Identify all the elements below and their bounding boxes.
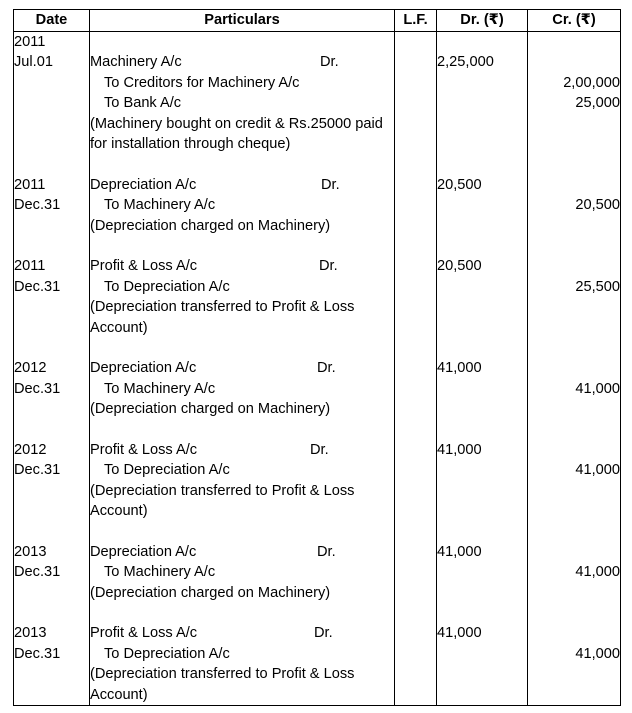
entry-particulars <box>90 358 395 419</box>
entry-debit-amount <box>437 32 528 155</box>
debit-account: Profit & Loss A/c <box>90 625 198 642</box>
entry-credit-amount <box>528 175 621 236</box>
entry-lf <box>395 623 437 705</box>
credit-amount: 20,500 <box>575 197 620 214</box>
credit-account-line: To Creditors for Machinery A/c <box>104 74 300 91</box>
entry-year: 2011 <box>14 258 46 275</box>
entry-particulars <box>90 175 395 236</box>
credit-account-line: To Machinery A/c <box>104 564 216 581</box>
credit-account-line: To Machinery A/c <box>104 380 216 397</box>
entry-debit-amount <box>437 440 528 522</box>
entry-date <box>14 440 90 522</box>
date-header: Date <box>14 10 90 32</box>
debit-account-line <box>90 52 394 72</box>
entry-year: 2013 <box>14 625 47 642</box>
entry-credit-amount <box>528 542 621 603</box>
dr-tag: Dr. <box>314 625 333 642</box>
credit-account-line: To Machinery A/c <box>104 197 216 214</box>
entry-credit-amount <box>528 358 621 419</box>
credit-account-line: To Depreciation A/c <box>104 462 230 479</box>
journal-entry-row <box>14 440 621 522</box>
entry-lf <box>395 542 437 603</box>
debit-amount: 20,500 <box>437 176 482 193</box>
debit-account-line <box>90 542 394 562</box>
debit-account-line <box>90 440 394 460</box>
entry-particulars <box>90 256 395 338</box>
debit-account-line <box>90 256 394 276</box>
entry-lf <box>395 440 437 522</box>
entry-spacer-row <box>14 154 621 174</box>
entry-day: Dec.31 <box>14 645 61 662</box>
credit-amount: 25,000 <box>575 95 620 112</box>
entry-year: 2011 <box>14 176 46 193</box>
entry-lf <box>395 32 437 155</box>
particulars-header: Particulars <box>90 10 395 32</box>
credit-account-line: To Bank A/c <box>104 95 182 112</box>
entry-debit-amount <box>437 175 528 236</box>
narration: (Depreciation transferred to Profit & Loss Account) <box>90 299 355 336</box>
entry-credit-amount <box>528 32 621 155</box>
entry-day: Dec.31 <box>14 278 61 295</box>
entry-year: 2011 <box>14 34 46 50</box>
entry-date <box>14 623 90 705</box>
debit-header: Dr. (₹) <box>437 10 528 32</box>
credit-amount: 41,000 <box>575 380 620 397</box>
narration: (Depreciation charged on Machinery) <box>90 217 331 234</box>
credit-account-line: To Depreciation A/c <box>104 645 230 662</box>
debit-account: Depreciation A/c <box>90 543 197 560</box>
dr-tag: Dr. <box>319 258 338 275</box>
debit-account: Profit & Loss A/c <box>90 258 198 275</box>
journal-body <box>14 32 621 706</box>
entry-credit-amount <box>528 256 621 338</box>
debit-amount: 41,000 <box>437 543 482 560</box>
journal-table <box>13 9 621 706</box>
entry-lf <box>395 175 437 236</box>
entry-particulars <box>90 542 395 603</box>
entry-spacer-row <box>14 522 621 542</box>
dr-tag: Dr. <box>321 176 340 193</box>
entry-day: Dec.31 <box>14 564 61 581</box>
credit-account-line: To Depreciation A/c <box>104 278 230 295</box>
credit-header: Cr. (₹) <box>528 10 621 32</box>
credit-amount: 41,000 <box>575 645 620 662</box>
entry-date <box>14 542 90 603</box>
entry-date <box>14 256 90 338</box>
narration: (Depreciation transferred to Profit & Loss Account) <box>90 666 355 703</box>
entry-debit-amount <box>437 542 528 603</box>
entry-credit-amount <box>528 440 621 522</box>
debit-amount: 20,500 <box>437 258 482 275</box>
entry-day: Dec.31 <box>14 462 61 479</box>
journal-entry-row <box>14 358 621 419</box>
dr-tag: Dr. <box>320 54 339 71</box>
entry-particulars <box>90 623 395 705</box>
journal-entry-row <box>14 542 621 603</box>
lf-header: L.F. <box>395 10 437 32</box>
entry-date <box>14 358 90 419</box>
debit-amount: 41,000 <box>437 625 482 642</box>
entry-date <box>14 32 90 155</box>
entry-year: 2012 <box>14 360 47 377</box>
debit-account: Profit & Loss A/c <box>90 441 198 458</box>
dr-tag: Dr. <box>317 543 336 560</box>
entry-spacer-row <box>14 338 621 358</box>
entry-particulars <box>90 32 395 155</box>
entry-spacer-row <box>14 236 621 256</box>
debit-account-line <box>90 175 394 195</box>
entry-spacer-row <box>14 420 621 440</box>
entry-debit-amount <box>437 256 528 338</box>
journal-entry-row <box>14 32 621 155</box>
entry-day: Jul.01 <box>14 54 53 71</box>
entry-lf <box>395 358 437 419</box>
header-row <box>14 10 621 32</box>
entry-particulars <box>90 440 395 522</box>
entry-day: Dec.31 <box>14 197 61 214</box>
narration: (Depreciation charged on Machinery) <box>90 584 331 601</box>
entry-debit-amount <box>437 358 528 419</box>
entry-spacer-row <box>14 603 621 623</box>
credit-amount: 41,000 <box>575 462 620 479</box>
entry-year: 2013 <box>14 543 47 560</box>
journal-entry-row <box>14 623 621 705</box>
debit-account: Machinery A/c <box>90 54 182 71</box>
dr-tag: Dr. <box>310 441 329 458</box>
debit-account-line <box>90 358 394 378</box>
debit-amount: 41,000 <box>437 360 482 377</box>
narration: (Machinery bought on credit & Rs.25000 paid for installation through cheque) <box>90 115 383 152</box>
journal-entry-row <box>14 175 621 236</box>
credit-amount: 41,000 <box>575 564 620 581</box>
entry-day: Dec.31 <box>14 380 61 397</box>
entry-date <box>14 175 90 236</box>
debit-account: Depreciation A/c <box>90 360 197 377</box>
entry-credit-amount <box>528 623 621 705</box>
entry-year: 2012 <box>14 441 47 458</box>
narration: (Depreciation charged on Machinery) <box>90 401 331 418</box>
entry-debit-amount <box>437 623 528 705</box>
dr-tag: Dr. <box>317 360 336 377</box>
debit-amount: 2,25,000 <box>437 54 494 71</box>
narration: (Depreciation transferred to Profit & Loss Account) <box>90 482 355 520</box>
credit-amount: 25,500 <box>575 278 620 295</box>
debit-account-line <box>90 623 394 643</box>
debit-account: Depreciation A/c <box>90 176 197 193</box>
credit-amount: 2,00,000 <box>563 74 620 91</box>
entry-lf <box>395 256 437 338</box>
journal-entry-row <box>14 256 621 338</box>
debit-amount: 41,000 <box>437 441 482 458</box>
